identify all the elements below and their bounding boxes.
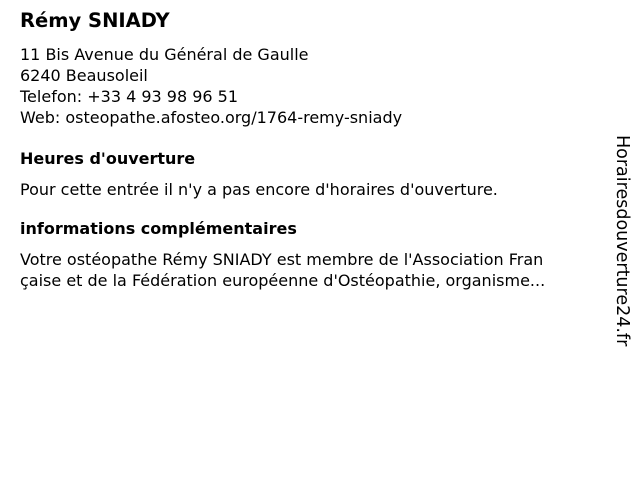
contact-block: [20, 44, 595, 128]
business-name: Rémy SNIADY: [20, 9, 170, 32]
business-details: [20, 8, 595, 291]
additional-info-line-1: Votre ostéopathe Rémy SNIADY est membre de l'Association Fran: [20, 250, 544, 269]
opening-hours-text: Pour cette entrée il n'y a pas encore d'horaires d'ouverture.: [20, 180, 498, 199]
additional-info-line-2: çaise et de la Fédération européenne d'Ostéopathie, organisme...: [20, 271, 546, 290]
website-link[interactable]: Web: osteopathe.afosteo.org/1764-remy-sniady: [20, 108, 403, 127]
phone-number: Telefon: +33 4 93 98 96 51: [20, 87, 239, 106]
site-watermark-text: Horairesdouverture24.fr: [612, 135, 632, 347]
address-city: 6240 Beausoleil: [20, 66, 148, 85]
additional-info-heading: informations complémentaires: [20, 219, 297, 238]
site-watermark: [610, 135, 634, 347]
address-street: 11 Bis Avenue du Général de Gaulle: [20, 45, 309, 64]
opening-hours-heading: Heures d'ouverture: [20, 149, 196, 168]
